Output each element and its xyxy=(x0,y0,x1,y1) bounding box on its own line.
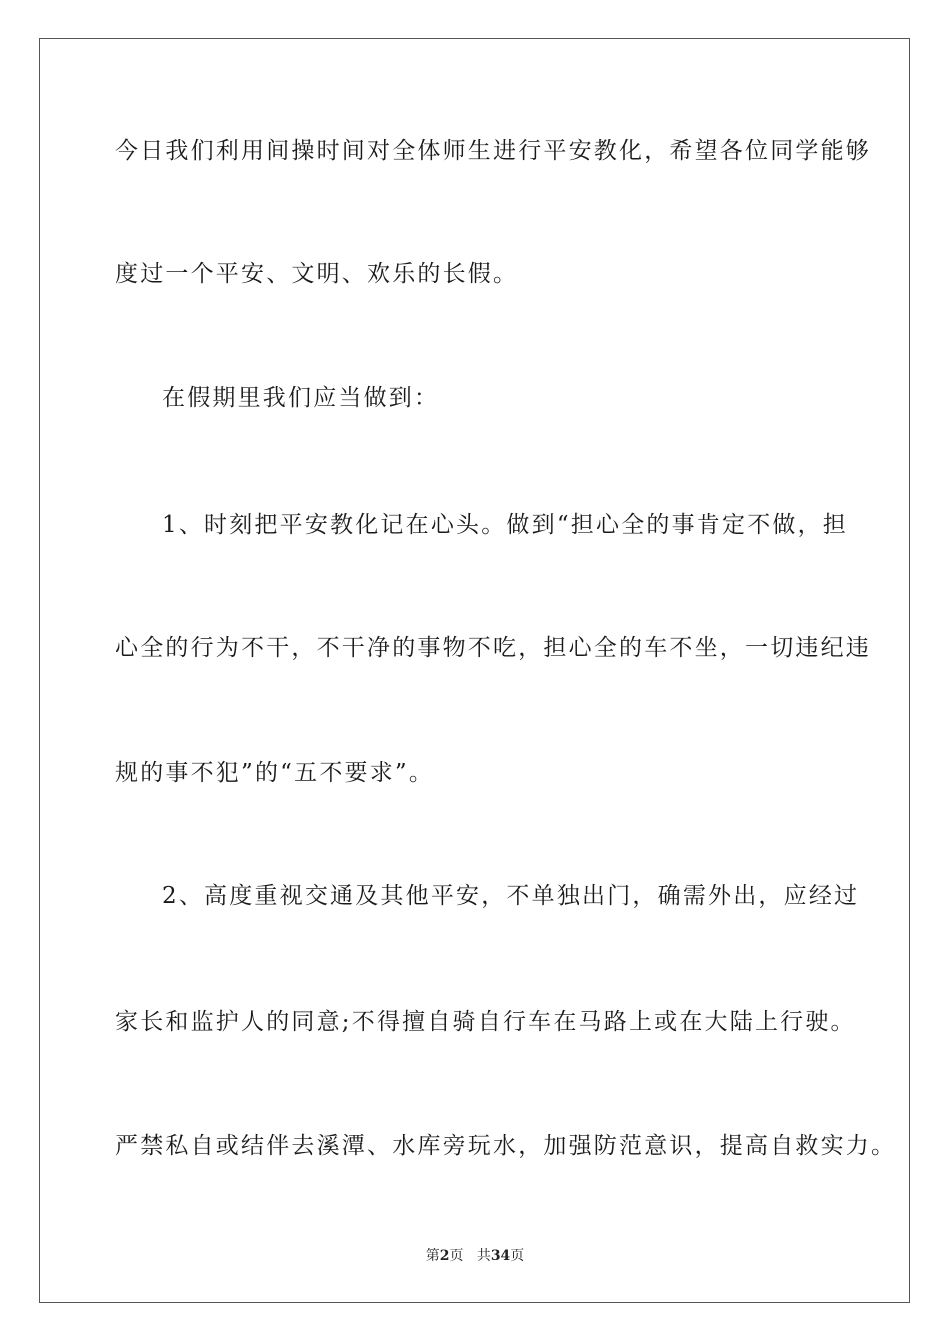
body-line-7: 2、高度重视交通及其他平安，不单独出门，确需外出，应经过 xyxy=(162,883,860,909)
page-border xyxy=(39,38,910,1303)
body-line-2: 度过一个平安、文明、欢乐的长假。 xyxy=(115,261,519,287)
page-footer xyxy=(0,1247,950,1265)
body-line-4: 1、时刻把平安教化记在心头。做到“担心全的事肯定不做，担 xyxy=(162,512,848,538)
body-line-1: 今日我们利用间操时间对全体师生进行平安教化，希望各位同学能够 xyxy=(115,138,871,164)
footer-total-pages: 34 xyxy=(490,1248,511,1264)
body-line-8: 家长和监护人的同意;不得擅自骑自行车在马路上或在大陆上行驶。 xyxy=(115,1009,856,1035)
footer-total-prefix: 共 xyxy=(476,1248,491,1264)
body-line-9: 严禁私自或结伴去溪潭、水库旁玩水，加强防范意识，提高自救实力。 xyxy=(115,1133,897,1159)
footer-total-suffix: 页 xyxy=(510,1248,525,1264)
body-line-3: 在假期里我们应当做到： xyxy=(162,385,440,411)
body-line-5: 心全的行为不干，不干净的事物不吃，担心全的车不坐，一切违纪违 xyxy=(115,635,871,661)
footer-page-suffix: 页 xyxy=(449,1248,464,1264)
body-line-6: 规的事不犯”的“五不要求”。 xyxy=(115,760,435,786)
footer-page-prefix: 第 xyxy=(425,1248,440,1264)
footer-page-number: 2 xyxy=(439,1248,450,1264)
